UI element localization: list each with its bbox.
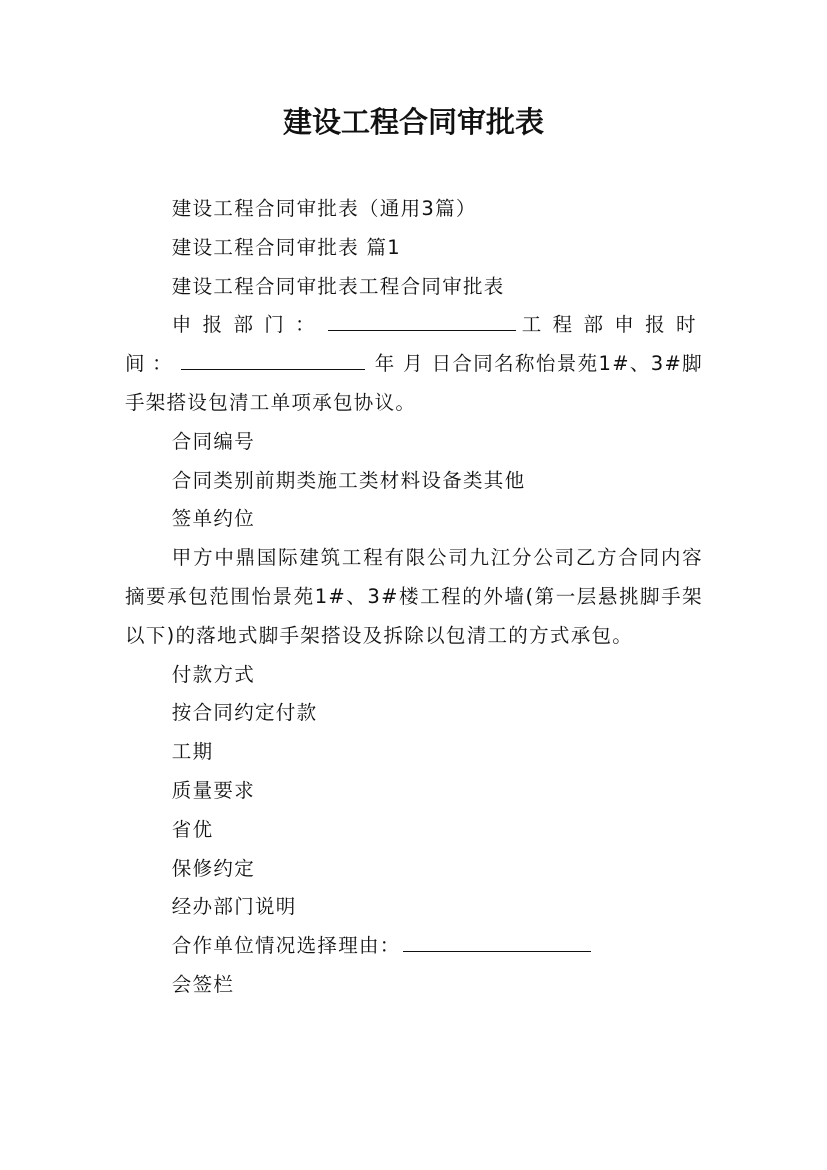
partner-selection-label: 合作单位情况选择理由： <box>171 934 401 958</box>
paragraph-countersign: 会签栏 <box>171 972 235 996</box>
paragraph-subtitle: 建设工程合同审批表（通用3篇） <box>171 197 477 220</box>
document-body <box>125 190 703 1005</box>
partner-selection-blank <box>403 931 591 952</box>
paragraph-partner-selection <box>125 927 703 966</box>
document-title: 建设工程合同审批表 <box>282 105 544 139</box>
paragraph-quality-level: 省优 <box>171 817 214 841</box>
declaration-time-label: 工程部申报时间： <box>125 313 703 376</box>
declaring-department-blank <box>328 310 516 331</box>
declaration-time-blank <box>181 349 365 370</box>
paragraph-form-title: 建设工程合同审批表工程合同审批表 <box>171 274 505 298</box>
paragraph-contract-category: 合同类别前期类施工类材料设备类其他 <box>171 468 526 492</box>
paragraph-warranty: 保修约定 <box>171 856 255 880</box>
contract-name-text: 年 月 日合同名称怡景苑1#、3#脚手架搭设包清工单项承包协议。 <box>125 352 703 414</box>
paragraph-declaration <box>125 306 703 422</box>
paragraph-contract-summary: 甲方中鼎国际建筑工程有限公司九江分公司乙方合同内容摘要承包范围怡景苑1#、3#楼工程的外墙(第一层悬挑脚手架以下)的落地式脚手架搭设及拆除以包清工的方式承包。 <box>125 546 703 647</box>
paragraph-payment-method: 付款方式 <box>171 662 255 686</box>
paragraph-payment-terms: 按合同约定付款 <box>171 701 318 725</box>
paragraph-department-notes: 经办部门说明 <box>171 895 297 919</box>
paragraph-contract-number: 合同编号 <box>171 429 255 453</box>
paragraph-duration: 工期 <box>171 740 214 764</box>
paragraph-section-heading: 建设工程合同审批表 篇1 <box>171 235 402 259</box>
declaring-department-label: 申报部门： <box>171 313 326 337</box>
paragraph-signing-parties: 签单约位 <box>171 507 255 531</box>
paragraph-quality-requirements: 质量要求 <box>171 778 255 802</box>
